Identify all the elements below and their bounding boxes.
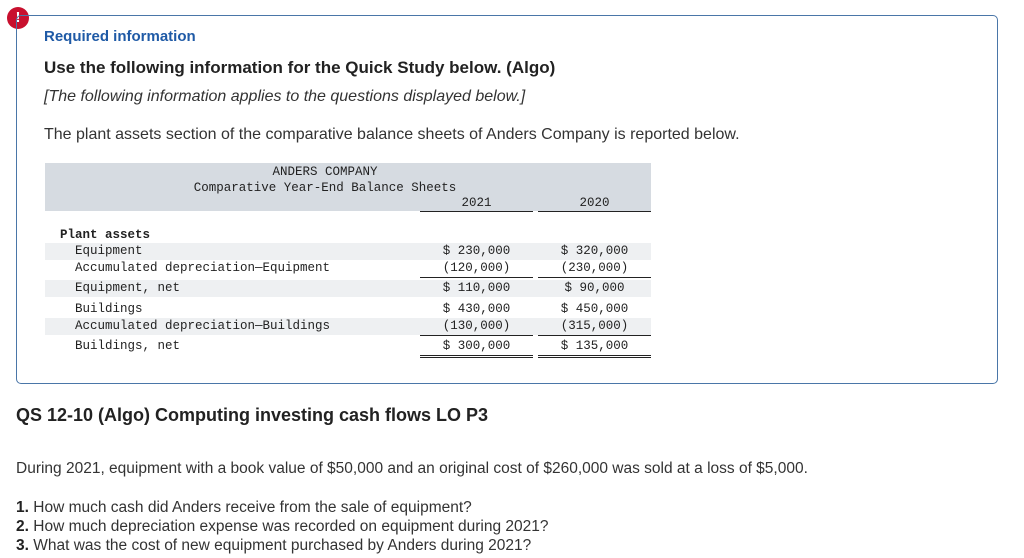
problem-statement: During 2021, equipment with a book value of $50,000 and an original cost of $260,000 was sold at a loss of $5,000. <box>16 460 808 477</box>
intro-text: The plant assets section of the comparative balance sheets of Anders Company is reported below. <box>44 126 740 143</box>
value-2021: $ 300,000 <box>420 338 533 358</box>
alert-icon: ! <box>7 7 29 29</box>
use-info-heading: Use the following information for the Quick Study below. (Algo) <box>44 58 556 77</box>
question-text: How much cash did Anders receive from the sale of equipment? <box>33 499 472 516</box>
value-2020: (315,000) <box>538 318 651 336</box>
question-1 <box>16 499 472 517</box>
plant-assets-label: Plant assets <box>60 228 151 242</box>
table-row <box>45 243 651 260</box>
question-number: 3. <box>16 537 29 554</box>
table-row <box>45 338 651 355</box>
row-label: Buildings <box>75 302 143 316</box>
required-info-title: Required information <box>44 28 196 45</box>
company-name: ANDERS COMPANY <box>272 165 378 179</box>
row-label: Accumulated depreciation—Buildings <box>75 319 331 333</box>
balance-sheet-header <box>45 163 651 211</box>
value-2021: (120,000) <box>420 260 533 278</box>
row-label: Equipment <box>75 244 143 258</box>
row-label: Equipment, net <box>75 281 181 295</box>
value-2021: $ 430,000 <box>442 302 511 316</box>
value-2020: $ 90,000 <box>564 281 625 295</box>
applies-note: [The following information applies to the questions displayed below.] <box>44 88 526 105</box>
question-text: What was the cost of new equipment purchased by Anders during 2021? <box>33 537 532 554</box>
question-3 <box>16 537 531 555</box>
table-row <box>45 260 651 277</box>
row-label: Buildings, net <box>75 339 181 353</box>
year-header-2020: 2020 <box>538 196 651 212</box>
value-2020: $ 320,000 <box>560 244 629 258</box>
value-2021: (130,000) <box>420 318 533 336</box>
value-2020: (230,000) <box>538 260 651 278</box>
value-2020: $ 135,000 <box>538 338 651 358</box>
question-text: How much depreciation expense was recorded on equipment during 2021? <box>33 518 549 535</box>
table-row <box>45 280 651 297</box>
value-2020: $ 450,000 <box>560 302 629 316</box>
table-row <box>45 301 651 318</box>
value-2021: $ 110,000 <box>442 281 511 295</box>
quick-study-title: QS 12-10 (Algo) Computing investing cash flows LO P3 <box>16 405 489 425</box>
row-label: Accumulated depreciation—Equipment <box>75 261 331 275</box>
sheet-subtitle: Comparative Year-End Balance Sheets <box>193 181 457 195</box>
question-number: 1. <box>16 499 29 516</box>
year-header-2021: 2021 <box>420 196 533 212</box>
table-row <box>45 318 651 335</box>
question-2 <box>16 518 549 536</box>
value-2021: $ 230,000 <box>442 244 511 258</box>
balance-sheet-table <box>45 163 651 355</box>
question-number: 2. <box>16 518 29 535</box>
